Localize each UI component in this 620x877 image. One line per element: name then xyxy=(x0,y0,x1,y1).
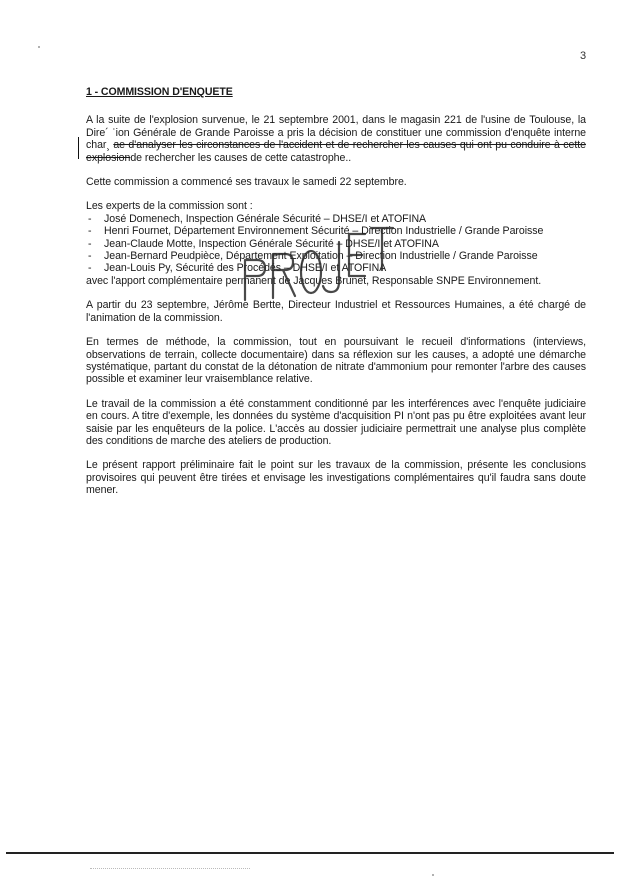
footer-faint-text xyxy=(90,868,250,873)
experts-heading: Les experts de la commission sont : xyxy=(86,200,253,213)
experts-complement: avec l'apport complémentaire permanent de Jacques Brunet, Responsable SNPE Environnement. xyxy=(86,274,542,287)
start-date-paragraph: Cette commission a commencé ses travaux le samedi 22 septembre. xyxy=(86,176,407,189)
margin-correction-mark xyxy=(78,137,79,159)
method-paragraph: En termes de méthode, la commission, tout en poursuivant le recueil d'informations (interviews, observations de terrain, collecte documentaire) dans sa réflexion sur les causes, a adopté une démarche systématique, partant du constat de la détonation de nitrate d'ammonium pour remonter l'arbre des causes possible et examiner leur vraisemblance relative. xyxy=(86,336,586,386)
footer-divider xyxy=(6,852,614,854)
report-paragraph: Le présent rapport préliminaire fait le point sur les travaux de la commission, présente les conclusions provisoires qui peuvent être tirées et envisage les investigations complémentaires qu'il faudra sans doute mener. xyxy=(86,459,586,497)
intro-paragraph xyxy=(86,114,586,164)
list-item: - Henri Fournet, Département Environnement Sécurité – Direction Industrielle / Grande Paroisse xyxy=(86,225,586,237)
struck-text: ae d'analyser les circonstances de l'accident et de rechercher les causes qui ont pu conduire à cette explosion xyxy=(86,139,586,164)
experts-list xyxy=(86,213,586,275)
intro-text-end: de rechercher les causes de cette catastrophe.. xyxy=(130,151,352,164)
intro-text: A la suite de l'explosion survenue, le 21 septembre 2001, dans le magasin 221 de l'usine de Toulouse, la Dire´ ʿion Générale de Grande Paroisse a pris la décision de constituer une commission d'enquête interne char¸ xyxy=(86,114,586,152)
list-item: - José Domenech, Inspection Générale Sécurité – DHSE/I et ATOFINA xyxy=(86,213,586,225)
scan-speck xyxy=(432,874,434,876)
list-item: - Jean-Louis Py, Sécurité des Procédés – DHSE/I et ATOFINA xyxy=(86,262,586,274)
list-item: - Jean-Claude Motte, Inspection Générale Sécurité – DHSE/I et ATOFINA xyxy=(86,238,586,250)
section-title: 1 - COMMISSION D'ENQUETE xyxy=(86,86,233,98)
animation-paragraph: A partir du 23 septembre, Jérôme Bertte, Directeur Industriel et Ressources Humaines, a été chargé de l'animation de la commission. xyxy=(86,299,586,324)
work-paragraph: Le travail de la commission a été constamment conditionné par les interférences avec l'enquête judiciaire en cours. A titre d'exemple, les données du système d'acquisition PI n'ont pas pu être exploitées avant leur saisie par les enquêteurs de la police. L'accès au dossier judiciaire permettrait une analyse plus complète des conditions de marche des ateliers de production. xyxy=(86,397,586,447)
page-number: 3 xyxy=(580,50,587,62)
document-body xyxy=(86,86,586,509)
list-item: - Jean-Bernard Peudpièce, Département Exploitation – Direction Industrielle / Grande Paroisse xyxy=(86,250,586,262)
scan-speck xyxy=(38,46,40,48)
